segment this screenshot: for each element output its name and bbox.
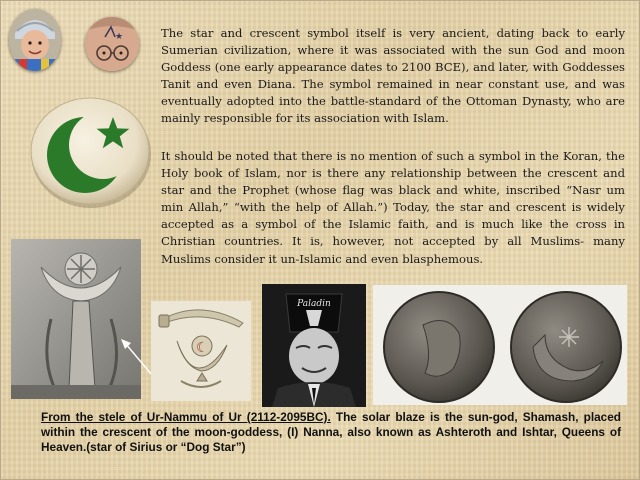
svg-text:★: ★	[115, 32, 124, 42]
pointer-arrow	[119, 337, 155, 377]
caption-rest: The solar blaze is the sun-god, Shamash, placed within the crescent of the moon-goddess, (I) Nanna, also known as Ashteroth and Ishtar, Queens of Heaven.(star of Sirius or “Dog Star”)	[41, 410, 622, 454]
child-portrait-photo	[9, 9, 61, 71]
fez-lettering: Paladin	[297, 299, 331, 309]
paragraph-two: It should be noted that there is no mention of such a symbol in the Koran, the Holy book of Islam, nor is there any relationship between the crescent and star and the Prophet (whose flag was black and white, inscribed “Nasr um min Allah,” “with the help of Allah.”) Today, the star and crescent is widely accepted as a symbol of the Islamic faith, and is much like the cross in Christian countries. It is, however, not accepted by all Muslims- many Muslims consider it un-Islamic and even blasphemous.	[161, 149, 625, 266]
paragraph-one: The star and crescent symbol itself is very ancient, dating back to early Sumerian civilization, where it was associated with the sun God and moon Goddess (one early appearance dates to 2100 BCE), and later, with Goddesses Tanit and even Diana. The symbol remained in near constant use, and was eventually adopted into the battle-standard of the Ottoman Dynasty, who are mainly responsible for its association with Islam.	[161, 26, 625, 126]
ancient-coins-photo	[373, 285, 627, 405]
shriners-emblem	[151, 301, 251, 401]
tattooed-forehead-photo	[85, 17, 139, 71]
svg-text:☾: ☾	[196, 340, 209, 356]
caption	[41, 410, 621, 455]
man-in-fez-photo	[262, 284, 366, 407]
crescent-star-medallion	[27, 93, 155, 211]
caption-underlined: From the stele of Ur-Nammu of Ur (2112-2095BC).	[41, 410, 331, 424]
